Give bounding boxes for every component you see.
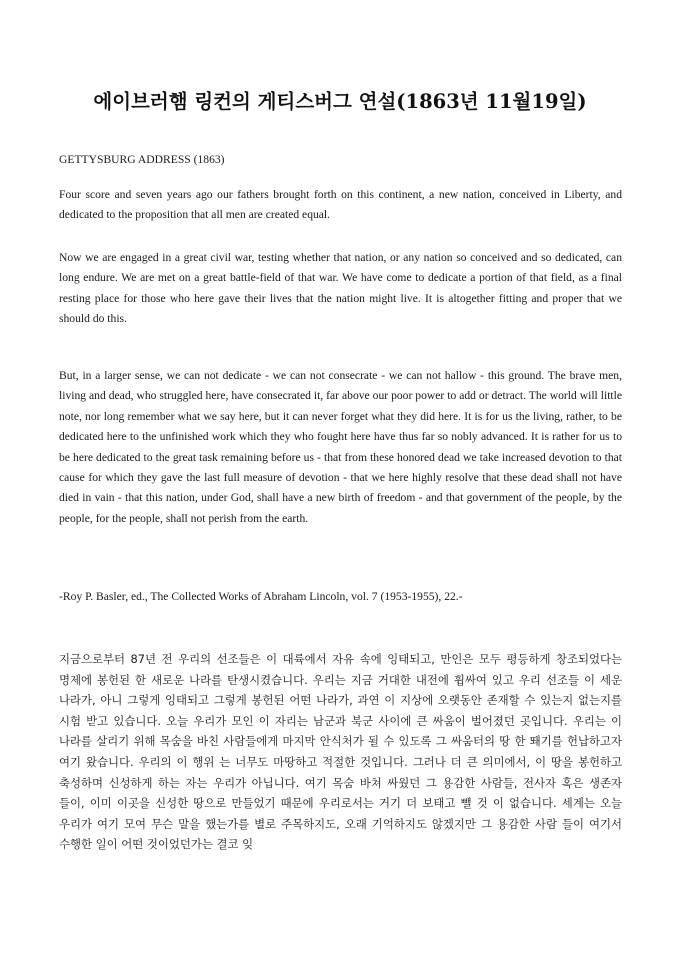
source-citation: -Roy P. Basler, ed., The Collected Works of Abraham Lincoln, vol. 7 (1953-1955), 22.- [59,590,463,603]
speech-paragraph-2: Now we are engaged in a great civil war, testing whether that nation, or any nation so conceived and so dedicated, can long endure. We are met on a great battle-field of that war. We have come to dedicate a portion of that field, as a final resting place for those who here gave their lives that the nation might live. It is altogether fitting and proper that we should do this. [59,251,622,326]
speech-paragraph-3: But, in a larger sense, we can not dedicate - we can not consecrate - we can not hallow - this ground. The brave men, living and dead, who struggled here, have consecrated it, far above our poor power to add or detract. The world will little note, nor long remember what we say here, but it can never forget what they did here. It is for us the living, rather, to be dedicated here to the unfinished work which they who fought here have thus far so nobly advanced. It is rather for us to be here dedicated to the great task remaining before us - that from these honored dead we take increased devotion to that cause for which they gave the last full measure of devotion - that we here highly resolve that these dead shall not have died in vain - that this nation, under God, shall have a new birth of freedom - and that government of the people, by the people, for the people, shall not perish from the earth. [59,369,622,525]
document-title: 에이브러햄 링컨의 게티스버그 연설(1863년 11월19일) [93,90,587,113]
korean-translation-paragraph: 지금으로부터 87년 전 우리의 선조들은 이 대륙에서 자유 속에 잉태되고, 만인은 모두 평등하게 창조되었다는 명제에 봉헌된 한 새로운 나라를 탄생시켰습니다. 우리는 지금 거대한 내전에 휩싸여 있고 우리 선조들 이 세운 나라가, 아니 그렇게 잉태되고 그렇게 봉헌된 어떤 나라가, 과연 이 지상에 오랫동안 존재할 수 있는지 없는지를 시험 받고 있습니다. 오늘 우리가 모인 이 자리는 남군과 북군 사이에 큰 싸움이 벌어졌던 곳입니다. 우리는 이 나라를 살리기 위해 목숨을 바친 사람들에게 마지막 안식처가 될 수 있도록 그 싸움터의 땅 한 뙈기를 헌납하고자 여기 왔습니다. 우리의 이 행위 는 너무도 마땅하고 적절한 것입니다. 그러나 더 큰 의미에서, 이 땅을 봉헌하고 축성하며 신성하게 하는 자는 우리가 아닙니다. 여기 목숨 바쳐 싸웠던 그 용감한 사람들, 전사자 혹은 생존자 들이, 이미 이곳을 신성한 땅으로 만들었기 때문에 우리로서는 거기 더 보태고 뺄 것 이 없습니다. 세계는 오늘 우리가 여기 모여 무슨 말을 했는가를 별로 주목하지도, 오래 기억하지도 않겠지만 그 용감한 사람 들이 여기서 수행한 일이 어떤 것이었던가는 결코 잊 [59,652,622,852]
speech-paragraph-1: Four score and seven years ago our fathers brought forth on this continent, a new nation, conceived in Liberty, and dedicated to the proposition that all men are created equal. [59,188,622,222]
speech-subtitle: GETTYSBURG ADDRESS (1863) [59,153,225,166]
